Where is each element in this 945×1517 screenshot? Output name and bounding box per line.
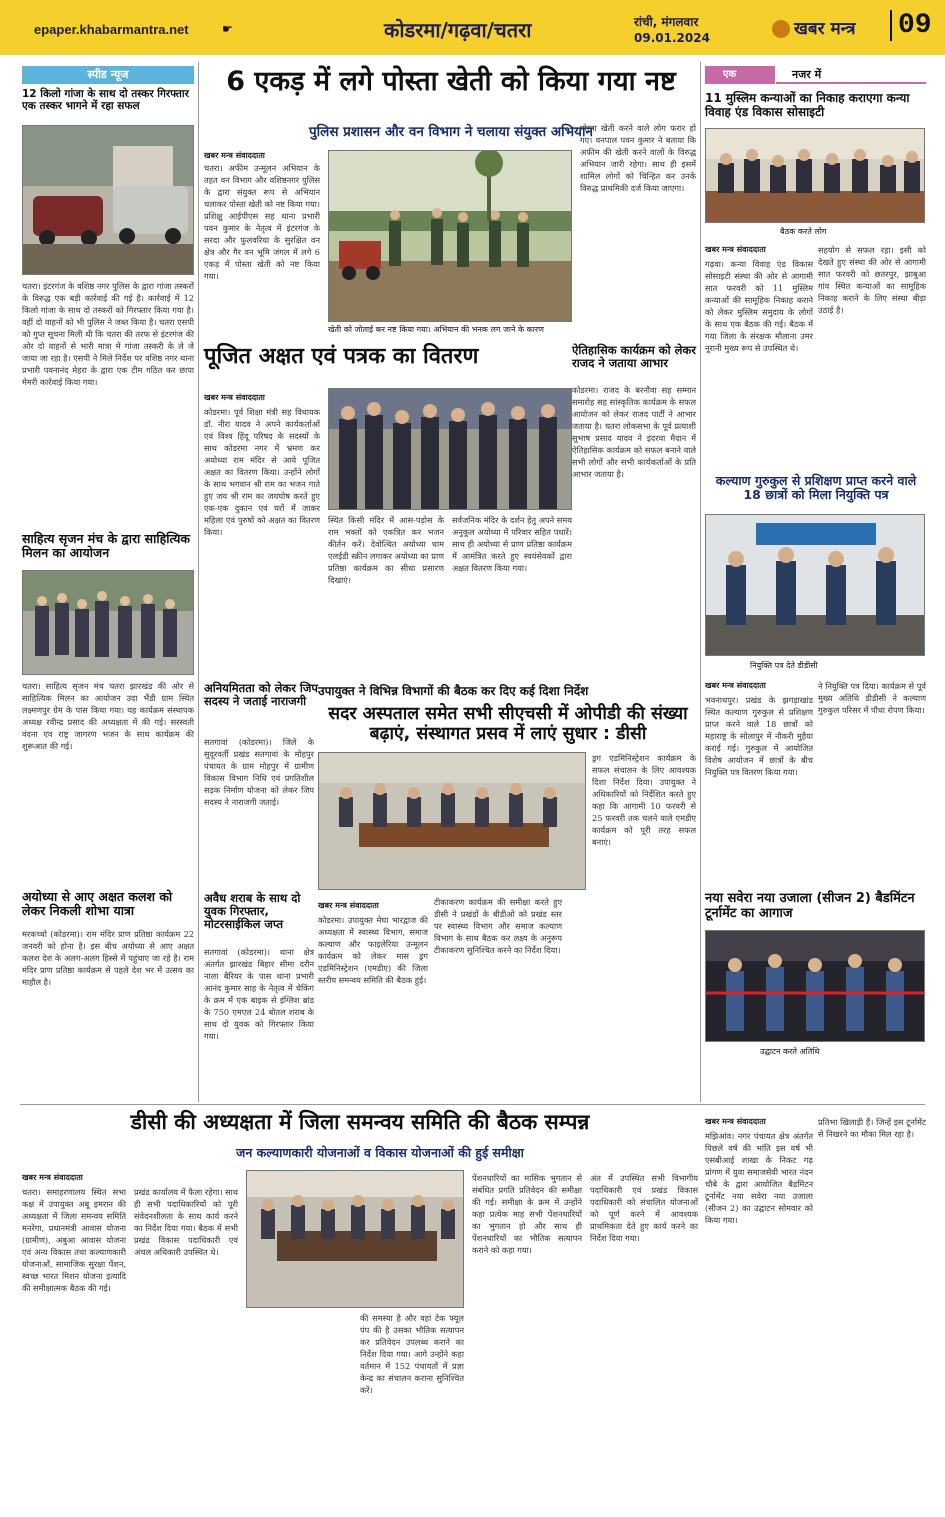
nikah-photo [705, 128, 925, 223]
nikah-headline[interactable]: 11 मुस्लिम कन्याओं का निकाह कराएगा कन्या विवाह एंड विकास सोसाइटी [705, 91, 910, 119]
headline-sahitya[interactable]: साहित्य सृजन मंच के द्वारा साहित्यिक मिलन का आयोजन [22, 531, 190, 561]
gurukul-byline: खबर मन्त्र संवाददाता [705, 681, 766, 690]
anaimitata-body: सतगावां (कोडरमा)। जिले के सुदूरवर्ती प्रखंड सतगावां के मोहपुर पंचायत के ग्राम मोहपुर में ग्रामीण विकास विभाग निधि एवं प्रगतिशील सड़क निर्माण योजना को लेकर जिप सदस्य ने नाराजगी जताई। [204, 737, 314, 807]
column-rule [198, 62, 199, 1102]
badminton-photo [705, 930, 925, 1042]
dc-meeting-body-3: की समस्या है और वहां टेक फ्यूल पंप की है उसका भौतिक सत्यापन कर प्रतिवेदन उपलब्ध कराने का निर्देश दिया गया। आगे उन्होंने कहा वर्तमान में 152 पंचायतों में प्रज्ञा केन्द्र का संचालन कराना सुनिश्चित करें। [360, 1313, 464, 1395]
gurukul-photo [705, 514, 925, 656]
dc-meeting-body-5: अंत में उपस्थित सभी विभागीय पदाधिकारी एवं प्रखंड विकास पदाधिकारी को संचालित योजनाओं को पूर्ण करने में आवश्यक प्राथमिकता देते हुए कार्य करने का निर्देश दिया गया। [590, 1173, 698, 1243]
anaimitata-headline[interactable]: अनियमितता को लेकर जिप सदस्य ने जताई नाराजगी [204, 681, 318, 709]
section-title: कोडरमा/गढ़वा/चतरा [384, 18, 532, 42]
dc-meeting-photo [246, 1170, 464, 1308]
avaidh-body: सतगावां (कोडरमा)। थाना क्षेत्र अंतर्गत झारखंड बिहार सीमा दरौन नाला बैरियर के पास थाना प्रभारी आनंद कुमार साह के नेतृत्व में चेकिंग के क्रम में एक बाइक से इंग्लिश ब्रांड के 750 एमएल 24 बोतल शराब के साथ दो युवक को गिरफ्तार किया गया। [204, 947, 314, 1041]
akshat-body-2: स्थित किसी मंदिर में आस-पड़ोस के राम भक्तों को एकत्रित कर भजन कीर्तन करें। देवोत्थित अयोध्या धाम एलईडी स्क्रीन लगाकर अयोध्या का प्राण प्रतिष्ठा कार्यक्रम का सीधा प्रसारण दिखाएं। [328, 515, 444, 585]
akshat-body-3: सर्वजनिक मंदिर के दर्शन हेतु अपने समय अनुकूल अयोध्या में परिवार सहित पधारें। साथ ही अयोध्या से प्राण प्रतिष्ठा कार्यक्रम में आमंत्रित करते हुए स्वयंसेवकों द्वारा अक्षत वितरण किया गया। [452, 515, 572, 573]
dc-meeting-byline: खबर मन्त्र संवाददाता [22, 1173, 83, 1182]
gurukul-caption: नियुक्ति पत्र देते डीडीसी [750, 661, 818, 670]
nikah-caption: बैठक करते लोग [780, 227, 827, 236]
section-rule [20, 1104, 925, 1105]
sadar-body-3: ड्रग एडमिनिस्ट्रेशन कार्यक्रम के सफल संचालन के लिए आवश्यक दिशा निर्देश दिया। उपायुक्त ने अधिकारियों को निर्देशित करते हुए कहा कि आगामी 10 फरवरी से 25 फरवरी तक चलने वाले एमडीए कार्यक्रम को पूरी तरह सफल बनाएं। [592, 753, 696, 847]
page-number: 09 [890, 10, 932, 41]
ek-tag: एक [705, 66, 775, 84]
lead-photo [328, 150, 572, 322]
newspaper-logo [772, 16, 856, 39]
sadar-kicker: उपायुक्त ने विभिन्न विभागों की बैठक कर दिए कई दिशा निर्देश [318, 684, 589, 698]
dc-meeting-body-2: प्रखंड कार्यालय में फैला रहेगा। साथ ही सभी पदाधिकारियों को पूरी संवेदनशीलता के साथ कार्य करने का निर्देश दिया गया। बैठक में सभी प्रखंड विकास पदाधिकारी एवं अंचल अधिकारी उपस्थित थे। [134, 1187, 238, 1257]
akshat-photo [328, 388, 572, 510]
headline-ganja[interactable]: 12 किलो गांजा के साथ दो तस्कर गिरफ्तार एक तस्कर भागने में रहा सफल [22, 88, 189, 113]
nikah-body: गढ़वा। कन्या विवाह एंड विकास सोसाइटी संस्था की ओर से आगामी सात फरवरी को 11 मुस्लिम कन्याओं की सामूहिक निकाह कराने को लेकर मुस्लिम समुदाय के लोगों के साथ एक बैठक की गई। बैठक में गया जिला के संरक्षक मौलाना उमर नूरानी मुख्य रूप से उपस्थित थे। [705, 259, 813, 353]
najar-mein-tag: नजर में [776, 66, 926, 84]
akshat-byline: खबर मन्त्र संवाददाता [204, 393, 265, 402]
logo-icon [772, 20, 790, 38]
dc-meeting-subhead: जन कल्याणकारी योजनाओं व विकास योजनाओं की हुई समीक्षा [236, 1145, 524, 1160]
gurukul-body-2: ने नियुक्ति पत्र दिया। कार्यक्रम से पूर्व मुख्य अतिथि डीडीसी ने कल्याण गुरुकुल परिसर में पौधा रोपण किया। [818, 681, 926, 715]
ganja-body: चतरा। इंटरगंज के वशिष्ठ नगर पुलिस के द्वारा गांजा तस्करों के विरुद्ध एक बड़ी कार्रवाई की गई है। कार्रवाई में 12 किलो गांजा के साथ दो तस्करों को गिरफ्तार किया गया है। वहीं दो वाहनों को भी पुलिस ने जब्त किया है। चतरा एसपी को गुप्त सूचना मिली थी कि चतरा की तरफ से इंटरगंज की ओर दो वाहनों से भारी मात्रा में गांजा तस्करी के ले जे जाया जा रहा है। एसपी ने मिले निर्देश पर वशिष्ठ नगर थाना प्रभारी पवनानंद मेहरा के द्वारा एक टीम गठित कर छापा मेमरी कार्रवाई किया गया। [22, 281, 194, 387]
gurukul-headline[interactable]: कल्याण गुरुकुल से प्रशिक्षण प्राप्त करने वाले 18 छात्रों को मिला नियुक्ति पत्र [715, 473, 917, 503]
akshat-headline[interactable]: पूजित अक्षत एवं पत्रक का वितरण [204, 344, 479, 369]
lead-body: चतरा। अफीम उन्मूलन अभियान के तहत वन विभाग और वशिष्ठनगर पुलिस के द्वारा संयुक्त रूप से अभियान चलाकर पोस्ता खेती को नष्ट किया गया। प्रशिक्षु आईपीएस सह थाना प्रभारी पवन कुमार के नेतृत्व में इंटरगंज के सरदा और फुलवरिया के सुरक्षित वन क्षेत्र और गैर वन भूमि जंगल में लगे 6 एकड़ में पोस्ता खेती को नष्ट किया गया। [204, 163, 320, 281]
print-registration-bar [0, 1488, 945, 1508]
sadar-photo [318, 752, 586, 890]
aitihasik-body: कोडरमा। राजद के बरनौवा सह सम्मान समारोह सह सांस्कृतिक कार्यक्रम के सफल आयोजन को लेकर राजद पार्टी ने आभार जताया है। चतरा लोकसभा के पूर्व प्रत्याशी सुभाष प्रसाद यादव ने इंदरवा मैदान में ऐतिहासिक कार्यक्रम को सफल बनाने वाले सभी लोगों और सभी कार्यकर्ताओं के प्रति आभार जताया है। [572, 385, 696, 479]
pointer-cursor-icon: ☛ [222, 22, 233, 36]
issue-date: 09.01.2024 [634, 31, 710, 45]
badminton-caption: उद्घाटन करते अतिथि [760, 1047, 820, 1056]
column-rule [700, 62, 701, 1102]
ayodhya-body: मरकच्चो (कोडरमा)। राम मंदिर प्राण प्रतिष्ठा कार्यक्रम 22 जनवरी को होना है। इस बीच अयोध्या से आए अक्षत कलश देश के अलग-अलग हिस्से में पहुंचाए जा रहे है। राम मंदिर प्राण प्रतिष्ठा कार्यक्रम से पहले देश भर में उत्सव का माहौल है। [22, 929, 194, 987]
aitihasik-headline[interactable]: ऐतिहासिक कार्यक्रम को लेकर राजद ने जताया आभार [572, 343, 696, 371]
dc-meeting-headline[interactable]: डीसी की अध्यक्षता में जिला समन्वय समिति की बैठक सम्पन्न [130, 1110, 590, 1134]
akshat-body: कोडरमा। पूर्व शिक्षा मंत्री सह विधायक डॉ. नीरा यादव ने अपने कार्यकर्ताओं एवं विश्व हिंदू परिषद के सदस्यों के साथ कोडरमा नगर में भ्रमण कर अयोध्या राम मंदिर से आये पूजित अक्षत का वितरण किया। उन्होंने लोगों के साथ भगवान श्री राम का भजन गाते हुए जय श्री राम का जयघोष करते हुए एक-एक दुकान एवं घरों में जाकर महिला एवं पुरुषों को अक्षत का वितरण किया। [204, 407, 320, 537]
lead-headline[interactable]: 6 एकड़ में लगे पोस्ता खेती को किया गया नष्ट [226, 66, 676, 97]
dateline [634, 14, 710, 46]
avaidh-headline[interactable]: अवैध शराब के साथ दो युवक गिरफ्तार, मोटरसाईकिल जप्त [204, 891, 301, 932]
badminton-headline[interactable]: नया सवेरा नया उजाला (सीजन 2) बैडमिंटन टूर्नामेंट का आगाज [705, 891, 915, 921]
speed-news-label: स्पीड न्यूज [22, 66, 194, 84]
masthead [0, 0, 945, 55]
dc-meeting-body-4: पेंशनधारियों का मासिक भुगतान से संबंधित प्रगति प्रतिवेदन की समीक्षा की गई। समीक्षा के क्रम में उन्होंने कहा प्रत्येक माह सभी पेंशनधारियों का भुगतान हो और साथ ही पेंशनधारियों का भौतिक सत्यापन कराने को कहा गया। [472, 1173, 582, 1255]
lead-body-continued: पोस्ता खेती करने वाले लोग फरार हो गए। वनपाल पवन कुमार ने बताया कि अफीम की खेती करने वालों के विरुद्ध अभियान जारी रहेगा। साथ ही इसमें शामिल लोगों को चिन्हित कर उनके विरुद्ध प्राथमिकी दर्ज किया जाएगा। [580, 123, 696, 193]
lead-subhead: पुलिस प्रशासन और वन विभाग ने चलाया संयुक्त अभियान [309, 124, 593, 140]
badminton-byline: खबर मन्त्र संवाददाता [705, 1117, 766, 1126]
gurukul-body: भवनाथपुर। प्रखंड के झगड़ाखांड स्थित कल्याण गुरुकुल से प्रशिक्षण प्राप्त करने वाले 18 छात्रों को महाराष्ट्र के सोलापुर में नौकरी मुहैया कराई गई। गुरुकुल में आयोजित विशेष आयोजन में छात्रों के बीच नियुक्ति पत्र वितरण किया गया। [705, 695, 813, 777]
city-day: रांची, मंगलवार [634, 15, 699, 29]
headline-ayodhya-kalash[interactable]: अयोध्या से आए अक्षत कलश को लेकर निकली शोभा यात्रा [22, 889, 173, 919]
sadar-byline: खबर मन्त्र संवाददाता [318, 901, 379, 910]
lead-caption: खेती को जोताई कर नष्ट किया गया। अभियान की भनक लग जाने के कारण [328, 325, 544, 334]
badminton-body: मझिआंव। नगर पंचायत क्षेत्र अंतर्गत पिछले वर्ष की भांति इस वर्ष भी एसबीआई शाखा के निकट गढ़ प्रांगण में युवा समाजसेवी भारत नंदन चौबे के द्वारा आयोजित बैडमिंटन टूर्नामेंट नया सवेरा नया उजाला (सीजन 2) का उद्घाटन सोमवार को किया गया। [705, 1131, 813, 1225]
ganja-photo [22, 125, 194, 275]
sahitya-body: चतरा। साहित्य सृजन मंच चतरा झारखंड की ओर से साहित्यिक मिलन का आयोजन उदा भैंडी ग्राम स्थित लक्ष्मणपुर ग्रेम के पास किया गया। यह कार्यक्रम संस्थापक अध्यक्ष रवीन्द्र प्रसाद की अध्यक्षता में की गई। सरस्वती वंदना एव राष्ट्र जागरण भजन के साथ कार्यक्रम की शुरूआत की गई। [22, 681, 194, 751]
sahitya-photo [22, 570, 194, 675]
nikah-body-2: सहयोग से सफल रहा। इसी को देखते हुए संस्था की ओर से आगामी सात फरवरी को छतरपुर, झाबुआ गांव स्थित कन्याओं का सामूहिक निकाह कराने के लिए संस्था बीड़ा उठाई है। [818, 245, 926, 315]
nikah-byline: खबर मन्त्र संवाददाता [705, 245, 766, 254]
logo-text: खबर मन्त्र [794, 19, 856, 39]
sadar-headline[interactable]: सदर अस्पताल समेत सभी सीएचसी में ओपीडी की संख्या बढ़ाएं, संस्थागत प्रसव में लाएं सुधार : डीसी [328, 704, 688, 745]
dc-meeting-body: चतरा। समाहरणालय स्थित सभा कक्ष में उपायुक्त अबू इमरान की अध्यक्षता में जिला समन्वय समिति मनरेगा, प्रधानमंत्री आवास योजना (ग्रामीण), अबुआ आवास योजना एवं अन्य विकास तथा कल्याणकारी योजनाओं, सामाजिक सुरक्षा पेंशन, स्वच्छ भारत मिशन योजना इत्यादि की समीक्षात्मक बैठक की गई। [22, 1187, 126, 1293]
lead-byline: खबर मन्त्र संवाददाता [204, 151, 265, 160]
badminton-body-2: प्रतिभा खिलाड़ी हैं। जिन्हें इस टूर्नामेंट से निखरने का मौका मिल रहा है। [818, 1117, 926, 1139]
sadar-body-2: टीकाकरण कार्यक्रम की समीक्षा करते हुए डीसी ने प्रखंडों के बीडीओ को प्रखंड स्तर पर स्वास्थ्य विभाग और समाज कल्याण विभाग के साथ बैठक कर लक्ष्य के अनुरूप टीकाकरण सुनिश्चित करने का निर्देश दिया। [434, 897, 562, 955]
sadar-body: कोडरमा। उपायुक्त मेघा भारद्वाज की अध्यक्षता में स्वास्थ्य विभाग, समाज कल्याण और फाइलेरिया उन्मूलन कार्यक्रम को लेकर मास ड्रग एडमिनिस्ट्रेशन (एमडीए) की जिला स्तरीय समन्वय समिति की बैठक हुई। [318, 915, 428, 985]
epaper-url[interactable]: epaper.khabarmantra.net [34, 22, 189, 37]
